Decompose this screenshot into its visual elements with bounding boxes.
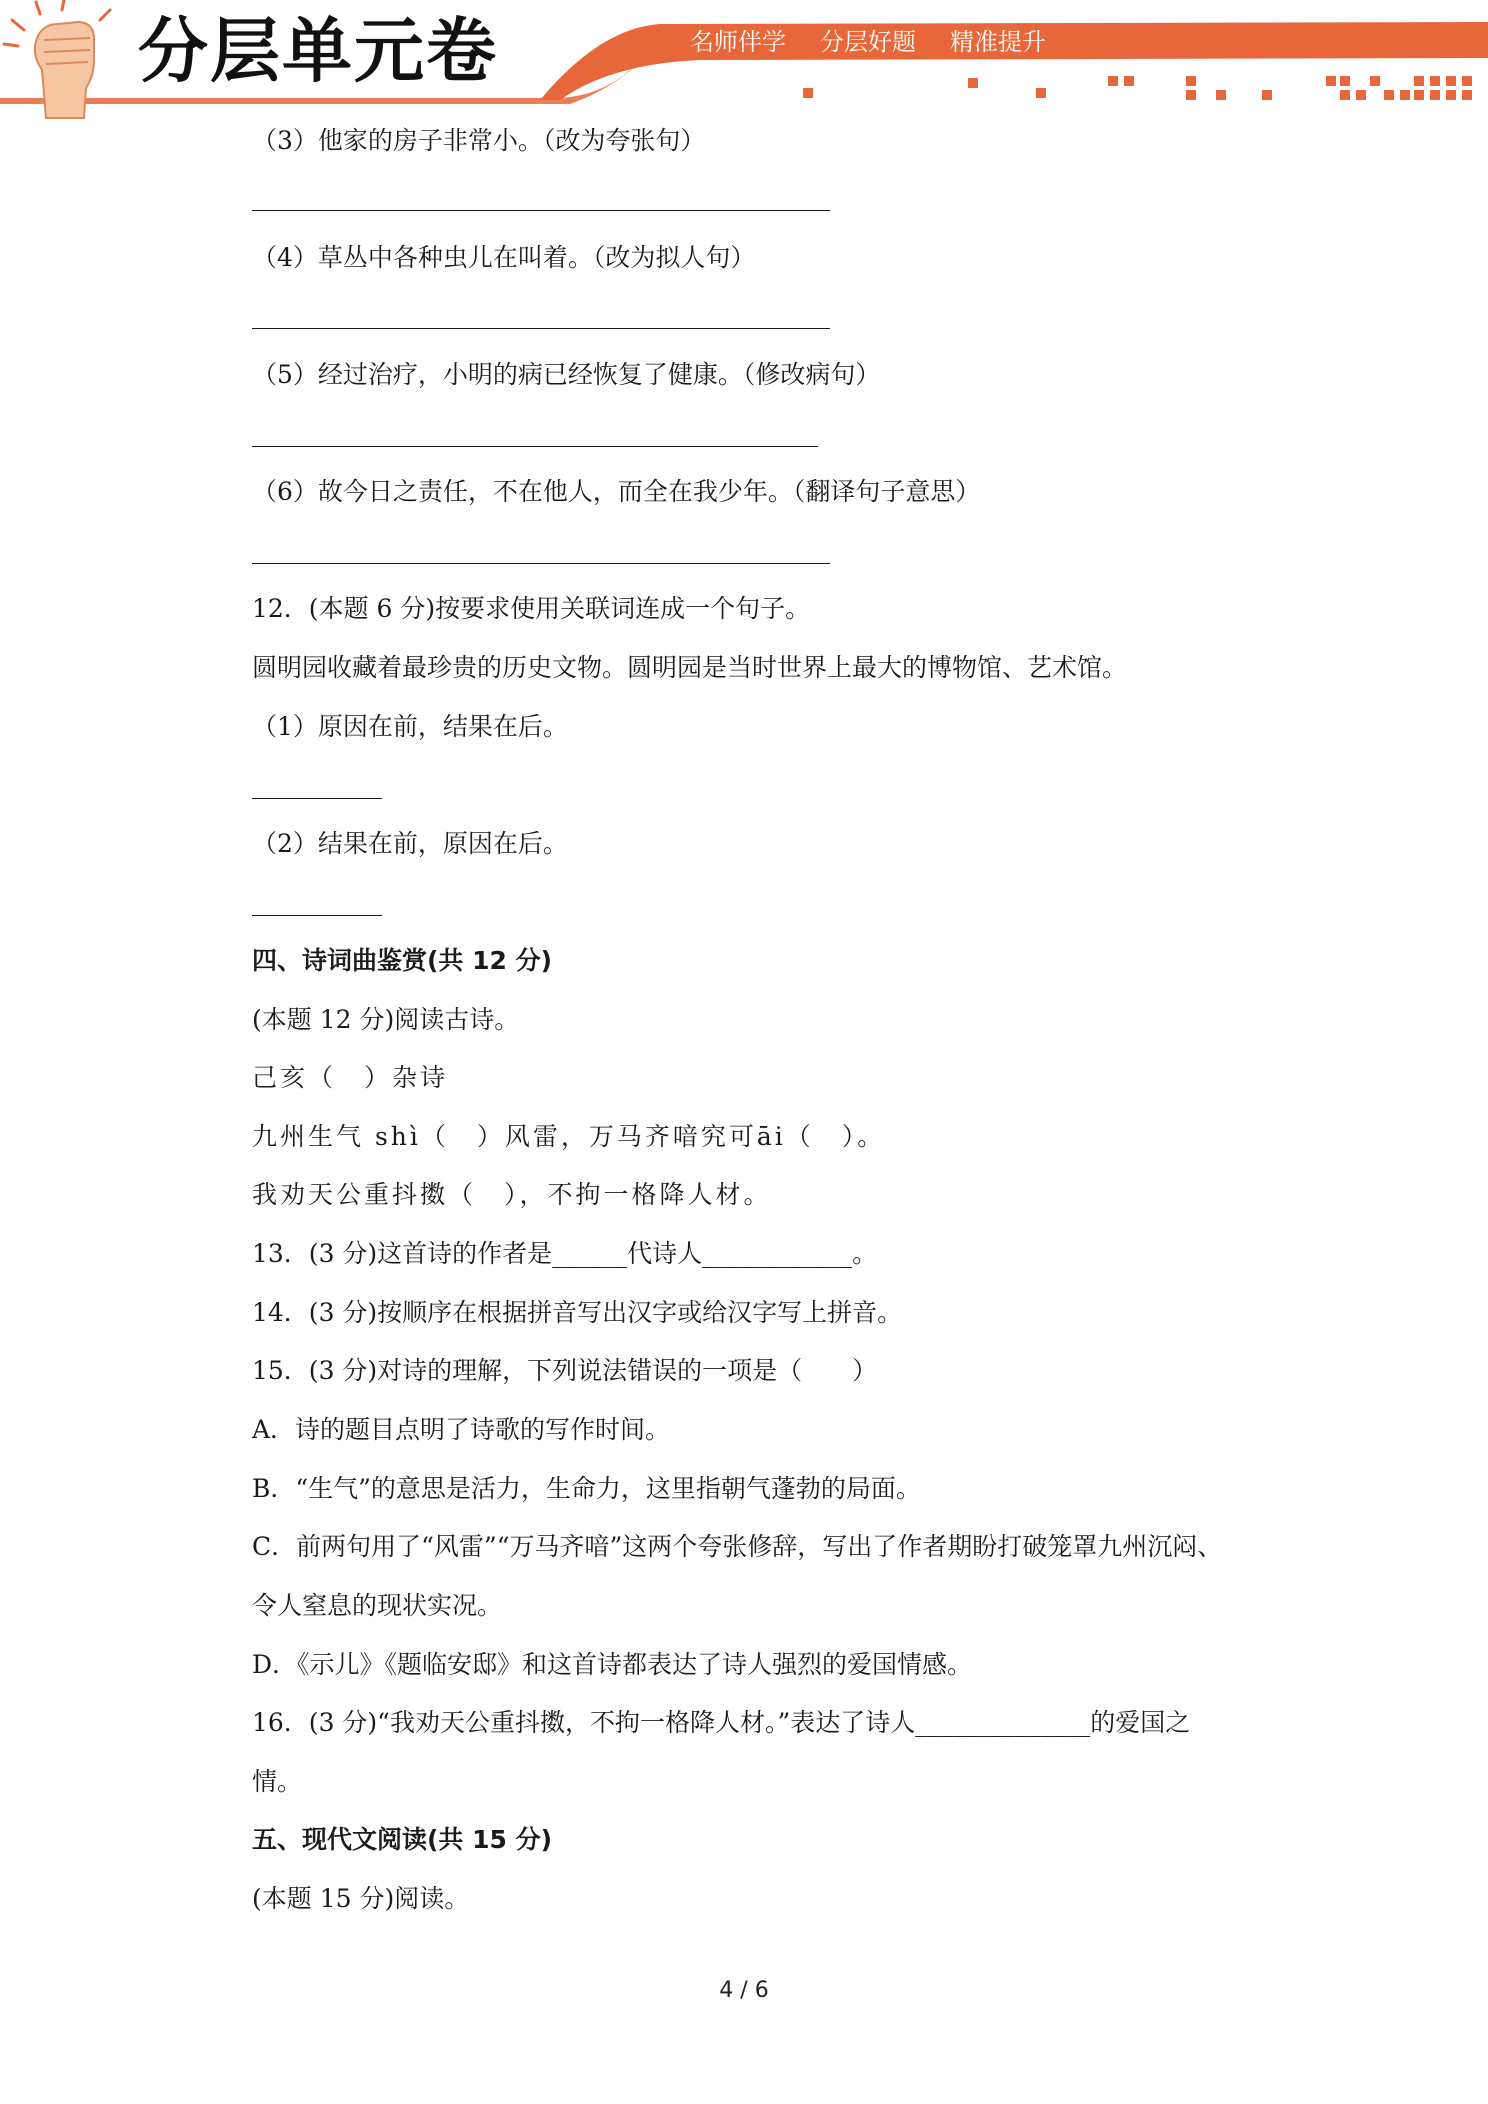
question-11-3: （3）他家的房子非常小。（改为夸张句） (252, 126, 706, 155)
section-5-heading: 五、现代文阅读(共 15 分) (252, 1825, 553, 1854)
option-b: B．“生气”的意思是活力，生命力，这里指朝气蓬勃的局面。 (252, 1474, 921, 1503)
option-d: D．《示儿》《题临安邸》和这首诗都表达了诗人强烈的爱国情感。 (252, 1650, 973, 1679)
question-11-5: （5）经过治疗，小明的病已经恢复了健康。（修改病句） (252, 360, 881, 389)
answer-blank (252, 210, 830, 211)
question-15: 15．(3 分)对诗的理解，下列说法错误的一项是（ ） (252, 1356, 878, 1385)
option-a: A．诗的题目点明了诗歌的写作时间。 (252, 1415, 671, 1444)
section-4-heading: 四、诗词曲鉴赏(共 12 分) (252, 946, 553, 975)
question-12-1: （1）原因在前，结果在后。 (252, 712, 568, 741)
poem-line-2: 我劝天公重抖擞（ ），不拘一格降人材。 (252, 1180, 772, 1209)
question-11-6: （6）故今日之责任，不在他人，而全在我少年。（翻译句子意思） (252, 477, 981, 506)
poem-title: 己亥（ ）杂诗 (252, 1063, 449, 1092)
slogan-item: 分层好题 (820, 28, 916, 56)
answer-blank (252, 328, 830, 329)
question-11-4: （4）草丛中各种虫儿在叫着。（改为拟人句） (252, 243, 756, 272)
slogan-item: 名师伴学 (690, 28, 786, 56)
section-4-intro: (本题 12 分)阅读古诗。 (252, 1005, 520, 1034)
question-12-2: （2）结果在前，原因在后。 (252, 829, 568, 858)
question-12-text: 圆明园收藏着最珍贵的历史文物。圆明园是当时世界上最大的博物馆、艺术馆。 (252, 653, 1128, 682)
answer-blank (252, 915, 382, 916)
question-13: 13．(3 分)这首诗的作者是______代诗人____________。 (252, 1239, 878, 1268)
page-number: 4 / 6 (719, 1978, 769, 2003)
answer-blank (252, 563, 830, 564)
question-16-continued: 情。 (252, 1767, 303, 1796)
answer-blank (252, 446, 818, 447)
option-c: C．前两句用了“风雷”“万马齐喑”这两个夸张修辞，写出了作者期盼打破笼罩九州沉闷、 (252, 1532, 1223, 1561)
header-banner (0, 0, 1488, 120)
question-14: 14．(3 分)按顺序在根据拼音写出汉字或给汉字写上拼音。 (252, 1298, 903, 1327)
question-12: 12．(本题 6 分)按要求使用关联词连成一个句子。 (252, 594, 811, 623)
option-c-continued: 令人窒息的现状实况。 (252, 1591, 503, 1620)
answer-blank (252, 798, 382, 799)
section-5-intro: (本题 15 分)阅读。 (252, 1884, 470, 1913)
slogan-item: 精准提升 (950, 28, 1046, 56)
slogan-bar (690, 22, 1046, 62)
brand-title: 分层单元卷 (138, 10, 498, 92)
poem-line-1: 九州生气 shì（ ）风雷，万马齐喑究可āi（ ）。 (252, 1122, 886, 1151)
question-16: 16．(3 分)“我劝天公重抖擞，不拘一格降人材。”表达了诗人______________的爱国之 (252, 1708, 1191, 1737)
